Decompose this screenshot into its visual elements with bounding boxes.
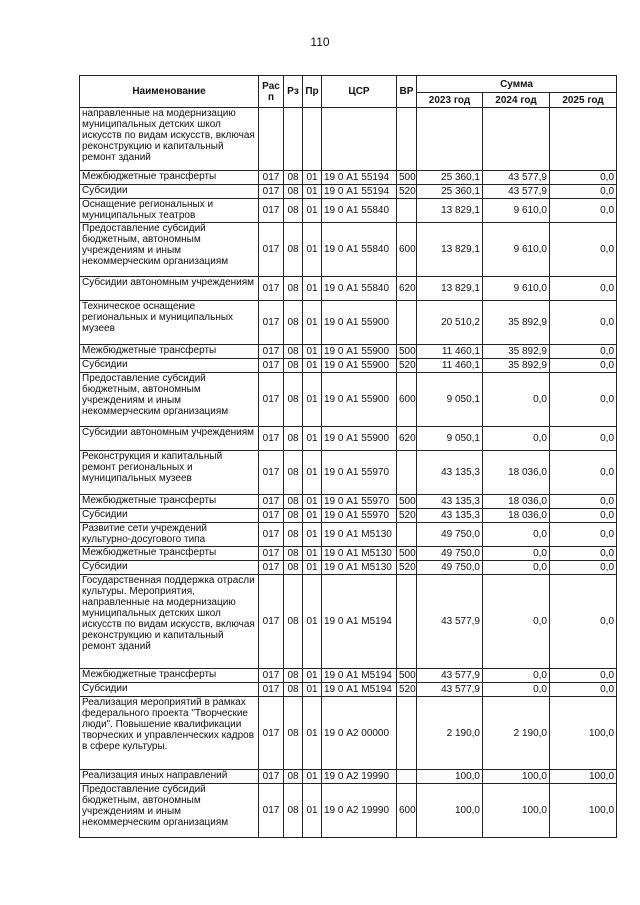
row-csr: 19 0 А2 19990 — [322, 770, 397, 784]
row-sum-2023: 20 510,2 — [417, 301, 483, 345]
table-row — [80, 784, 617, 838]
header-name: Наименование — [80, 76, 259, 108]
row-sum-2023: 11 460,1 — [417, 359, 483, 373]
row-sum-2025: 0,0 — [550, 277, 617, 301]
row-pr: 01 — [303, 523, 322, 547]
page-number: 110 — [310, 35, 330, 49]
row-csr: 19 0 А1 М5130 — [322, 523, 397, 547]
row-name: Субсидии автономным учреждениям — [80, 427, 259, 451]
row-ras: 017 — [259, 427, 284, 451]
row-name: Реализация мероприятий в рамках федерального проекта "Творческие люди". Повышение квалификации творческих и управленческих кадров в сфере культуры. — [80, 697, 259, 770]
row-pr: 01 — [303, 561, 322, 575]
header-ras: Рас п — [259, 76, 284, 108]
row-sum-2024 — [483, 108, 550, 171]
row-sum-2025: 0,0 — [550, 523, 617, 547]
row-sum-2023: 100,0 — [417, 784, 483, 838]
row-sum-2023: 43 135,3 — [417, 495, 483, 509]
row-vr: 500 — [397, 171, 417, 185]
row-ras: 017 — [259, 277, 284, 301]
row-sum-2023: 43 577,9 — [417, 669, 483, 683]
row-vr: 600 — [397, 223, 417, 277]
table-row — [80, 345, 617, 359]
row-ras: 017 — [259, 185, 284, 199]
row-sum-2025: 0,0 — [550, 561, 617, 575]
row-vr — [397, 575, 417, 669]
row-rz: 08 — [284, 683, 303, 697]
row-rz: 08 — [284, 561, 303, 575]
table-row — [80, 770, 617, 784]
row-csr: 19 0 А1 М5130 — [322, 561, 397, 575]
row-vr: 620 — [397, 277, 417, 301]
row-rz: 08 — [284, 451, 303, 495]
row-vr: 520 — [397, 683, 417, 697]
row-name: Межбюджетные трансферты — [80, 495, 259, 509]
row-sum-2023: 13 829,1 — [417, 223, 483, 277]
row-sum-2025: 0,0 — [550, 223, 617, 277]
row-sum-2025: 0,0 — [550, 345, 617, 359]
header-2024: 2024 год — [483, 93, 550, 108]
row-sum-2025 — [550, 108, 617, 171]
row-sum-2024: 9 610,0 — [483, 223, 550, 277]
row-csr: 19 0 А1 55900 — [322, 373, 397, 427]
row-sum-2023: 13 829,1 — [417, 277, 483, 301]
row-pr: 01 — [303, 669, 322, 683]
table-row — [80, 301, 617, 345]
row-csr: 19 0 А1 55194 — [322, 171, 397, 185]
row-vr — [397, 301, 417, 345]
row-pr: 01 — [303, 697, 322, 770]
row-sum-2023: 43 135,3 — [417, 509, 483, 523]
row-csr: 19 0 А1 55900 — [322, 427, 397, 451]
row-pr: 01 — [303, 223, 322, 277]
row-rz: 08 — [284, 523, 303, 547]
table-row — [80, 509, 617, 523]
row-csr: 19 0 А1 М5130 — [322, 547, 397, 561]
row-rz: 08 — [284, 345, 303, 359]
table-row — [80, 223, 617, 277]
row-sum-2025: 0,0 — [550, 683, 617, 697]
table-row — [80, 547, 617, 561]
row-rz: 08 — [284, 199, 303, 223]
row-sum-2024: 2 190,0 — [483, 697, 550, 770]
row-rz: 08 — [284, 509, 303, 523]
row-sum-2025: 100,0 — [550, 784, 617, 838]
table-row — [80, 359, 617, 373]
row-sum-2024: 9 610,0 — [483, 199, 550, 223]
row-sum-2024: 0,0 — [483, 683, 550, 697]
row-name: Субсидии — [80, 359, 259, 373]
row-csr: 19 0 А1 55970 — [322, 495, 397, 509]
row-csr: 19 0 А1 М5194 — [322, 669, 397, 683]
row-sum-2023: 11 460,1 — [417, 345, 483, 359]
row-pr: 01 — [303, 277, 322, 301]
row-sum-2025: 0,0 — [550, 669, 617, 683]
row-name: Субсидии — [80, 561, 259, 575]
row-vr: 600 — [397, 373, 417, 427]
row-sum-2024: 0,0 — [483, 547, 550, 561]
header-sum: Сумма — [417, 76, 617, 93]
header-csr: ЦСР — [322, 76, 397, 108]
row-ras: 017 — [259, 495, 284, 509]
row-sum-2024: 0,0 — [483, 373, 550, 427]
row-name: Предоставление субсидий бюджетным, автономным учреждениям и иным некоммерческим организациям — [80, 373, 259, 427]
row-name: Реализация иных направлений — [80, 770, 259, 784]
row-rz: 08 — [284, 770, 303, 784]
row-vr — [397, 697, 417, 770]
row-rz: 08 — [284, 223, 303, 277]
table-row — [80, 199, 617, 223]
row-sum-2024: 18 036,0 — [483, 495, 550, 509]
row-sum-2025: 0,0 — [550, 575, 617, 669]
header-2025: 2025 год — [550, 93, 617, 108]
row-sum-2023: 43 135,3 — [417, 451, 483, 495]
row-csr: 19 0 А1 55900 — [322, 301, 397, 345]
row-sum-2023: 43 577,9 — [417, 683, 483, 697]
row-rz: 08 — [284, 359, 303, 373]
row-ras — [259, 108, 284, 171]
row-vr: 500 — [397, 669, 417, 683]
row-csr: 19 0 А1 55840 — [322, 223, 397, 277]
row-vr: 500 — [397, 345, 417, 359]
row-sum-2024: 0,0 — [483, 427, 550, 451]
row-sum-2025: 0,0 — [550, 451, 617, 495]
row-sum-2024: 43 577,9 — [483, 185, 550, 199]
row-sum-2023 — [417, 108, 483, 171]
row-name: Субсидии — [80, 185, 259, 199]
row-pr: 01 — [303, 185, 322, 199]
row-sum-2025: 0,0 — [550, 495, 617, 509]
row-sum-2023: 25 360,1 — [417, 185, 483, 199]
row-name: Субсидии автономным учреждениям — [80, 277, 259, 301]
row-ras: 017 — [259, 575, 284, 669]
row-name: Субсидии — [80, 683, 259, 697]
budget-table — [79, 75, 617, 838]
row-vr — [397, 451, 417, 495]
row-sum-2023: 100,0 — [417, 770, 483, 784]
row-sum-2025: 0,0 — [550, 359, 617, 373]
row-vr — [397, 108, 417, 171]
row-ras: 017 — [259, 199, 284, 223]
row-pr — [303, 108, 322, 171]
row-pr: 01 — [303, 171, 322, 185]
row-sum-2023: 49 750,0 — [417, 547, 483, 561]
row-ras: 017 — [259, 523, 284, 547]
row-sum-2025: 0,0 — [550, 171, 617, 185]
row-rz: 08 — [284, 575, 303, 669]
row-rz: 08 — [284, 301, 303, 345]
row-name: Межбюджетные трансферты — [80, 171, 259, 185]
row-sum-2025: 0,0 — [550, 199, 617, 223]
row-csr: 19 0 А1 55194 — [322, 185, 397, 199]
row-pr: 01 — [303, 301, 322, 345]
header-rz: Рз — [284, 76, 303, 108]
row-vr — [397, 523, 417, 547]
row-vr — [397, 199, 417, 223]
row-sum-2025: 0,0 — [550, 185, 617, 199]
row-sum-2024: 100,0 — [483, 770, 550, 784]
row-rz: 08 — [284, 171, 303, 185]
row-csr: 19 0 А1 М5194 — [322, 575, 397, 669]
row-name: Межбюджетные трансферты — [80, 547, 259, 561]
row-rz: 08 — [284, 427, 303, 451]
row-sum-2025: 0,0 — [550, 301, 617, 345]
row-sum-2025: 0,0 — [550, 373, 617, 427]
row-sum-2024: 43 577,9 — [483, 171, 550, 185]
row-sum-2023: 43 577,9 — [417, 575, 483, 669]
row-vr: 500 — [397, 495, 417, 509]
row-ras: 017 — [259, 301, 284, 345]
row-ras: 017 — [259, 683, 284, 697]
row-sum-2024: 35 892,9 — [483, 359, 550, 373]
table-row — [80, 523, 617, 547]
table-row — [80, 185, 617, 199]
row-pr: 01 — [303, 199, 322, 223]
row-sum-2023: 9 050,1 — [417, 373, 483, 427]
table-row — [80, 108, 617, 171]
row-sum-2025: 0,0 — [550, 509, 617, 523]
row-sum-2023: 9 050,1 — [417, 427, 483, 451]
row-csr: 19 0 А2 00000 — [322, 697, 397, 770]
row-sum-2023: 13 829,1 — [417, 199, 483, 223]
row-ras: 017 — [259, 547, 284, 561]
row-vr: 500 — [397, 547, 417, 561]
row-rz: 08 — [284, 373, 303, 427]
row-sum-2025: 0,0 — [550, 427, 617, 451]
table-row — [80, 697, 617, 770]
row-ras: 017 — [259, 561, 284, 575]
row-rz: 08 — [284, 495, 303, 509]
row-csr: 19 0 А1 55840 — [322, 199, 397, 223]
row-name: Государственная поддержка отрасли культуры. Мероприятия, направленные на модернизацию муниципальных детских школ искусств по видам искусств, включая реконструкцию и капитальный ремонт зданий — [80, 575, 259, 669]
row-name: Оснащение региональных и муниципальных театров — [80, 199, 259, 223]
row-csr: 19 0 А1 55970 — [322, 509, 397, 523]
row-ras: 017 — [259, 345, 284, 359]
row-sum-2024: 18 036,0 — [483, 451, 550, 495]
row-sum-2025: 0,0 — [550, 547, 617, 561]
row-rz: 08 — [284, 784, 303, 838]
row-csr: 19 0 А1 М5194 — [322, 683, 397, 697]
row-sum-2023: 2 190,0 — [417, 697, 483, 770]
row-rz — [284, 108, 303, 171]
row-pr: 01 — [303, 495, 322, 509]
row-name: Техническое оснащение региональных и муниципальных музеев — [80, 301, 259, 345]
table-row — [80, 561, 617, 575]
row-pr: 01 — [303, 345, 322, 359]
row-ras: 017 — [259, 784, 284, 838]
row-sum-2024: 35 892,9 — [483, 301, 550, 345]
table-row — [80, 373, 617, 427]
row-ras: 017 — [259, 223, 284, 277]
table-row — [80, 427, 617, 451]
row-sum-2024: 100,0 — [483, 784, 550, 838]
row-pr: 01 — [303, 359, 322, 373]
row-name: Развитие сети учреждений культурно-досугового типа — [80, 523, 259, 547]
row-rz: 08 — [284, 547, 303, 561]
row-sum-2024: 35 892,9 — [483, 345, 550, 359]
row-ras: 017 — [259, 171, 284, 185]
row-pr: 01 — [303, 770, 322, 784]
row-pr: 01 — [303, 575, 322, 669]
row-csr — [322, 108, 397, 171]
table-body — [80, 108, 617, 838]
table-row — [80, 277, 617, 301]
table-row — [80, 683, 617, 697]
row-sum-2025: 100,0 — [550, 697, 617, 770]
row-sum-2023: 49 750,0 — [417, 561, 483, 575]
row-sum-2024: 0,0 — [483, 575, 550, 669]
row-rz: 08 — [284, 185, 303, 199]
table-row — [80, 451, 617, 495]
row-rz: 08 — [284, 697, 303, 770]
row-ras: 017 — [259, 669, 284, 683]
row-ras: 017 — [259, 451, 284, 495]
row-ras: 017 — [259, 770, 284, 784]
row-sum-2025: 100,0 — [550, 770, 617, 784]
row-pr: 01 — [303, 451, 322, 495]
row-name: Субсидии — [80, 509, 259, 523]
row-pr: 01 — [303, 547, 322, 561]
table-row — [80, 669, 617, 683]
row-vr: 520 — [397, 185, 417, 199]
row-csr: 19 0 А1 55840 — [322, 277, 397, 301]
row-sum-2023: 25 360,1 — [417, 171, 483, 185]
row-name: Реконструкция и капитальный ремонт региональных и муниципальных музеев — [80, 451, 259, 495]
row-sum-2024: 0,0 — [483, 669, 550, 683]
row-csr: 19 0 А1 55900 — [322, 345, 397, 359]
row-csr: 19 0 А1 55970 — [322, 451, 397, 495]
row-rz: 08 — [284, 669, 303, 683]
row-ras: 017 — [259, 509, 284, 523]
row-pr: 01 — [303, 373, 322, 427]
row-sum-2024: 18 036,0 — [483, 509, 550, 523]
row-sum-2024: 9 610,0 — [483, 277, 550, 301]
row-pr: 01 — [303, 683, 322, 697]
row-sum-2023: 49 750,0 — [417, 523, 483, 547]
row-name: Межбюджетные трансферты — [80, 669, 259, 683]
row-sum-2024: 0,0 — [483, 561, 550, 575]
row-pr: 01 — [303, 427, 322, 451]
header-2023: 2023 год — [417, 93, 483, 108]
row-ras: 017 — [259, 359, 284, 373]
header-vr: ВР — [397, 76, 417, 108]
row-csr: 19 0 А2 19990 — [322, 784, 397, 838]
row-vr: 620 — [397, 427, 417, 451]
row-sum-2024: 0,0 — [483, 523, 550, 547]
row-vr: 520 — [397, 359, 417, 373]
row-ras: 017 — [259, 697, 284, 770]
row-name: Предоставление субсидий бюджетным, автономным учреждениям и иным некоммерческим организациям — [80, 784, 259, 838]
table-row — [80, 575, 617, 669]
row-vr — [397, 770, 417, 784]
header-pr: Пр — [303, 76, 322, 108]
row-vr: 520 — [397, 561, 417, 575]
table-row — [80, 171, 617, 185]
row-name: направленные на модернизацию муниципальных детских школ искусств по видам искусств, включая реконструкцию и капитальный ремонт зданий — [80, 108, 259, 171]
table-row — [80, 495, 617, 509]
row-vr: 520 — [397, 509, 417, 523]
row-pr: 01 — [303, 784, 322, 838]
row-ras: 017 — [259, 373, 284, 427]
row-name: Предоставление субсидий бюджетным, автономным учреждениям и иным некоммерческим организациям — [80, 223, 259, 277]
row-vr: 600 — [397, 784, 417, 838]
row-rz: 08 — [284, 277, 303, 301]
row-pr: 01 — [303, 509, 322, 523]
row-csr: 19 0 А1 55900 — [322, 359, 397, 373]
row-name: Межбюджетные трансферты — [80, 345, 259, 359]
